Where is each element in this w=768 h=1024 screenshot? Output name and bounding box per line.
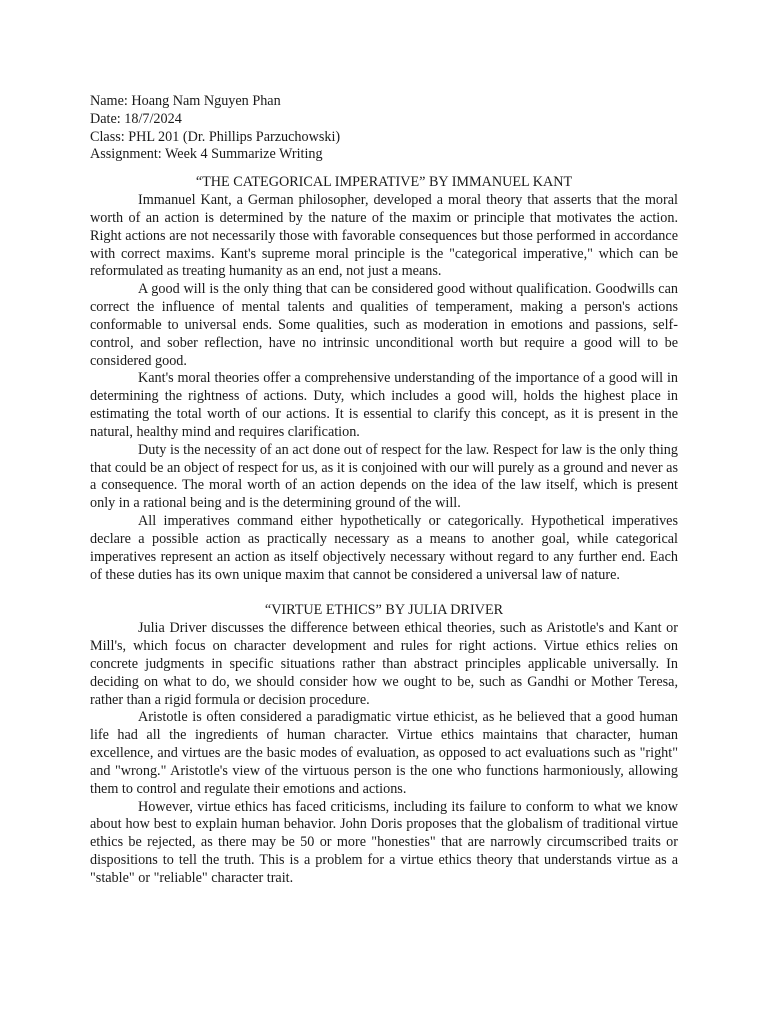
paragraph: Duty is the necessity of an act done out of respect for the law. Respect for law is the only thing that could be an object of respect for us, as it is conjoined with our will purely as a ground and never as a consequence. The moral worth of an action depends on the idea of the law itself, which is present only in a rational being and is the determining ground of the will.: [90, 441, 678, 512]
class-info: Class: PHL 201 (Dr. Phillips Parzuchowski): [90, 128, 341, 145]
student-name: Name: Hoang Nam Nguyen Phan: [90, 93, 281, 109]
section-driver: [90, 602, 678, 887]
paragraph: A good will is the only thing that can be considered good without qualification. Goodwills can correct the influence of mental talents and qualities of temperament, making a person's actions conformable to universal ends. Some qualities, such as moderation in emotions and passions, self-control, and sober reflection, have no intrinsic unconditional worth but require a good will to be considered good.: [90, 281, 678, 369]
paragraph: Julia Driver discusses the difference between ethical theories, such as Aristotle's and Kant or Mill's, which focus on character development and rules for right actions. Virtue ethics relies on concrete judgments in specific situations rather than abstract principles applicable universally. In deciding on what to do, we should consider how we ought to be, such as Gandhi or Mother Teresa, rather than a rigid formula or decision procedure.: [90, 620, 678, 708]
paragraph: Aristotle is often considered a paradigmatic virtue ethicist, as he believed that a good human life had all the ingredients of human character. Virtue ethics maintains that character, human excellence, and virtues are the basic modes of evaluation, as opposed to act evaluations such as "right" and "wrong." Aristotle's view of the virtuous person is the one who functions harmoniously, allowing them to control and regulate their emotions and actions.: [90, 709, 678, 797]
section-kant: [90, 174, 678, 584]
student-header: [90, 93, 678, 164]
paragraph: Immanuel Kant, a German philosopher, developed a moral theory that asserts that the moral worth of an action is determined by the nature of the maxim or principle that motivates the action. Right actions are not necessarily those with favorable consequences but those performed in accordance with correct maxims. Kant's supreme moral principle is the "categorical imperative," which can be reformulated as treating humanity as an end, not just a means.: [90, 191, 678, 280]
document-page: [90, 93, 678, 888]
paragraph: Kant's moral theories offer a comprehensive understanding of the importance of a good will in determining the rightness of actions. Duty, which includes a good will, holds the highest place in estimating the total worth of our actions. It is essential to clarify this concept, as it is present in the natural, healthy mind and requires clarification.: [90, 370, 678, 440]
submission-date: Date: 18/7/2024: [90, 110, 182, 127]
section-spacer: [90, 585, 678, 603]
section-title: “THE CATEGORICAL IMPERATIVE” BY IMMANUEL KANT: [195, 174, 573, 191]
assignment-info: Assignment: Week 4 Summarize Writing: [90, 146, 323, 163]
paragraph: All imperatives command either hypothetically or categorically. Hypothetical imperatives declare a possible action as practically necessary as a means to another goal, while categorical imperatives represent an action as itself objectively necessary without regard to any further end. Each of these duties has its own unique maxim that cannot be considered a universal law of nature.: [90, 513, 678, 583]
paragraph: However, virtue ethics has faced criticisms, including its failure to conform to what we know about how best to explain human behavior. John Doris proposes that the globalism of traditional virtue ethics be rejected, as there may be 50 or more "honesties" that are narrowly circumscribed traits or dispositions to tell the truth. This is a problem for a virtue ethics theory that understands virtue as a "stable" or "reliable" character trait.: [90, 798, 678, 886]
section-title: “VIRTUE ETHICS” BY JULIA DRIVER: [264, 602, 504, 619]
